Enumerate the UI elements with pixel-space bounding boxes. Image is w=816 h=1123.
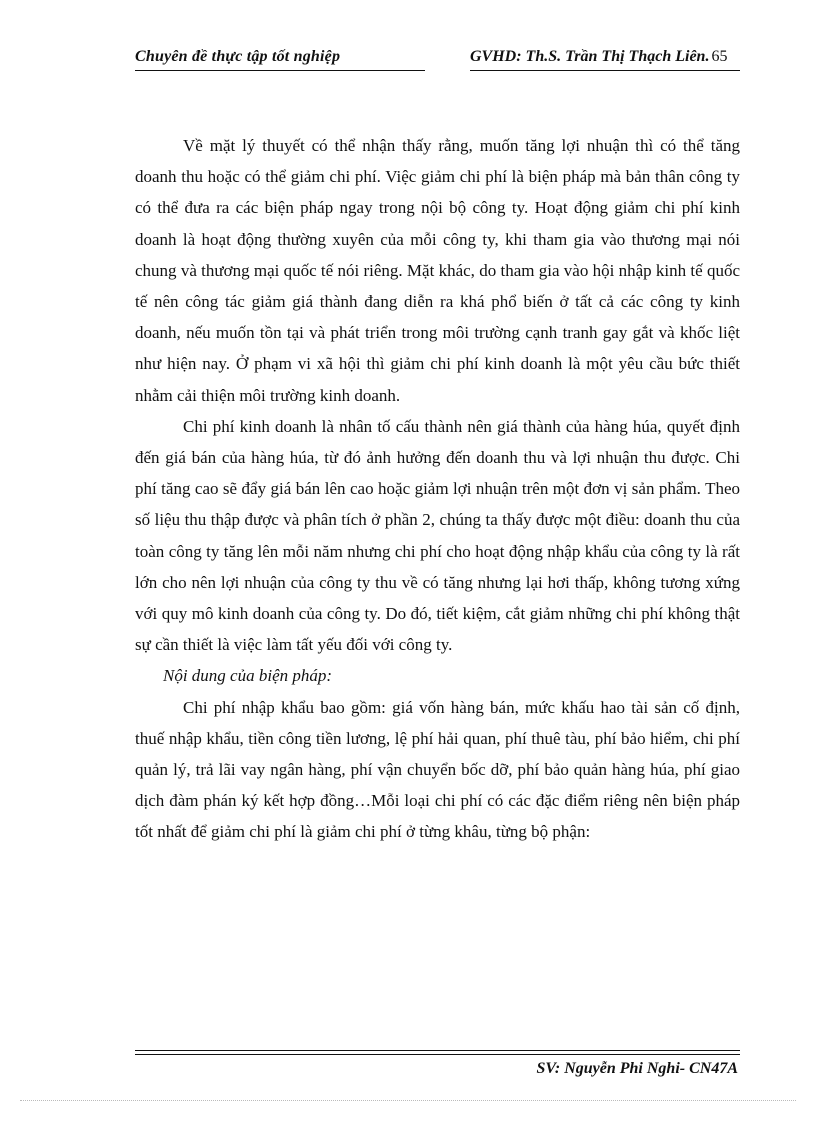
page-boundary-line [20, 1100, 796, 1101]
header-rule-right [470, 70, 740, 71]
page-number: 65 [711, 48, 728, 65]
paragraph-2: Chi phí kinh doanh là nhân tố cấu thành nên giá thành của hàng húa, quyết định đến giá bán của hàng húa, từ đó ảnh hưởng đến doanh thu và lợi nhuận thu được. Chi phí tăng cao sẽ đẩy giá bán lên cao hoặc giảm lợi nhuận trên một đơn vị sản phẩm. Theo số liệu thu thập được và phân tích ở phần 2, chúng ta thấy được một điều: doanh thu của toàn công ty tăng lên mỗi năm nhưng chi phí cho hoạt động nhập khẩu của công ty là rất lớn cho nên lợi nhuận của công ty thu về có tăng nhưng lại hơi thấp, không tương xứng với quy mô kinh doanh của công ty. Do đó, tiết kiệm, cắt giảm những chi phí không thật sự cần thiết là việc làm tất yếu đối với công ty. [135, 416, 740, 655]
section-heading: Nội dung của biện pháp: [163, 666, 333, 686]
footer-rule-top [135, 1050, 740, 1051]
footer-author: SV: Nguyễn Phi Nghi- CN47A [536, 1060, 738, 1077]
document-body [135, 130, 740, 848]
paragraph-1: Về mặt lý thuyết có thể nhận thấy rằng, muốn tăng lợi nhuận thì có thể tăng doanh thu hoặc có thể giảm chi phí. Việc giảm chi phí là biện pháp mà bản thân công ty có thể đưa ra các biện pháp ngay trong nội bộ công ty. Hoạt động giảm chi phí kinh doanh là hoạt động thường xuyên của mỗi công ty, khi tham gia vào thương mại nói chung và thương mại quốc tế nói riêng. Mặt khác, do tham gia vào hội nhập kinh tế quốc tế nên công tác giảm giá thành đang diễn ra khá phổ biến ở tất cả các công ty kinh doanh, nếu muốn tồn tại và phát triển trong môi trường cạnh tranh gay gắt và khốc liệt như hiện nay. Ở phạm vi xã hội thì giảm chi phí kinh doanh là một yêu cầu bức thiết nhằm cải thiện môi trường kinh doanh. [135, 136, 740, 405]
header-left-title: Chuyên đề thực tập tốt nghiệp [135, 48, 341, 65]
header-right-advisor [470, 48, 727, 66]
header-advisor-name: GVHD: Th.S. Trần Thị Thạch Liên. [470, 48, 710, 65]
header-rule-left [135, 70, 425, 71]
footer-rule-bottom [135, 1054, 740, 1055]
paragraph-3: Chi phí nhập khẩu bao gồm: giá vốn hàng bán, mức khấu hao tài sản cố định, thuế nhập khẩu, tiền công tiền lương, lệ phí hải quan, phí thuê tàu, phí bảo hiểm, chi phí quản lý, trả lãi vay ngân hàng, phí vận chuyển bốc dỡ, phí bảo quản hàng húa, phí giao dịch đàm phán ký kết hợp đồng…Mỗi loại chi phí có các đặc điểm riêng nên biện pháp tốt nhất để giảm chi phí là giảm chi phí ở từng khâu, từng bộ phận: [135, 697, 740, 842]
